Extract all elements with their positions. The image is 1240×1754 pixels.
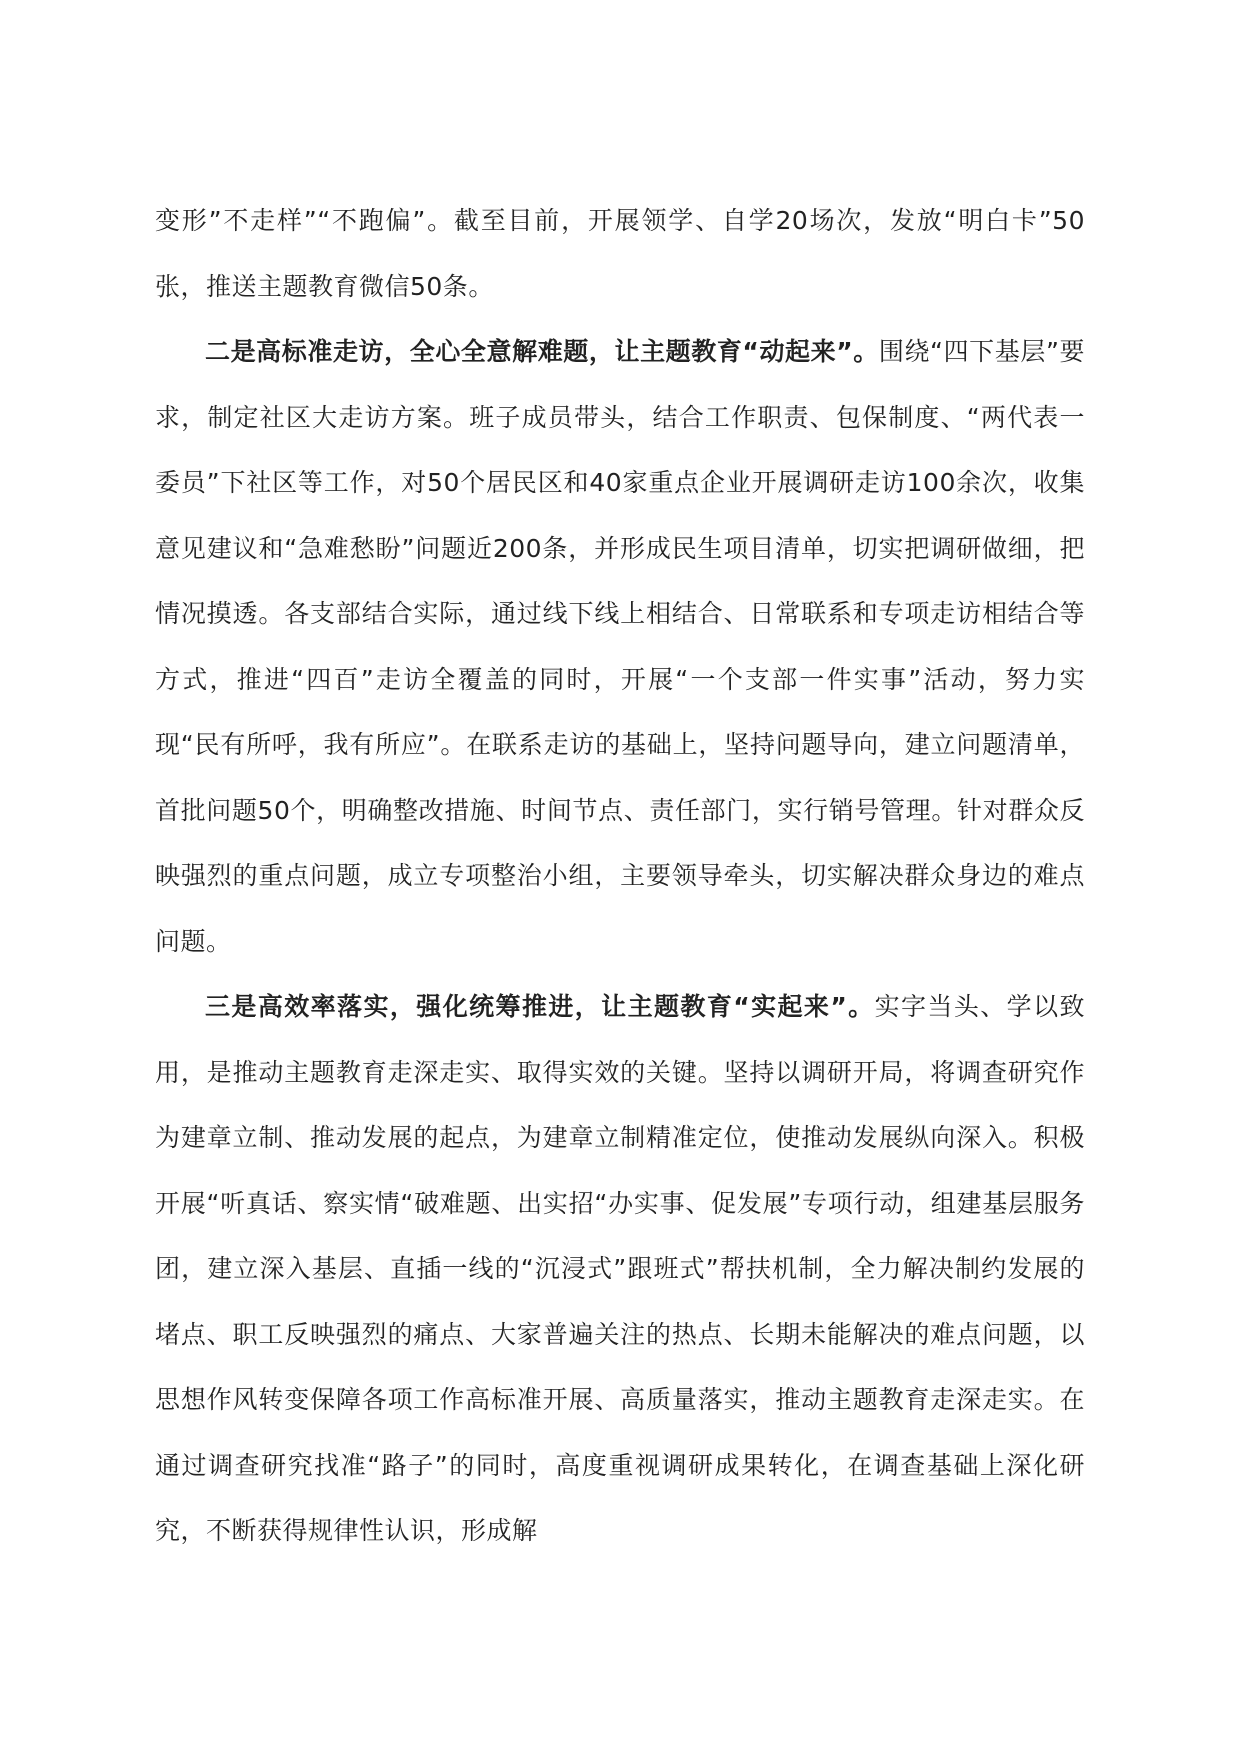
paragraph-3-text: 实字当头、学以致用，是推动主题教育走深走实、取得实效的关键。坚持以调研开局，将调查研究作为建章立制、推动发展的起点，为建章立制精准定位，使推动发展纵向深入。积极开展“听真话、察实情“破难题、出实招“办实事、促发展”专项行动，组建基层服务团，建立深入基层、直插一线的“沉浸式”跟班式”帮扶机制，全力解决制约发展的堵点、职工反映强烈的痛点、大家普遍关注的热点、长期未能解决的难点问题，以思想作风转变保障各项工作高标准开展、高质量落实，推动主题教育走深走实。在通过调查研究找准“路子”的同时，高度重视调研成果转化，在调查基础上深化研究，不断获得规律性认识，形成解 (155, 992, 1085, 1545)
paragraph-1 (155, 188, 1085, 319)
body-text (155, 188, 1085, 1564)
paragraph-2-text: 围绕“四下基层”要求，制定社区大走访方案。班子成员带头，结合工作职责、包保制度、“两代表一委员”下社区等工作，对50个居民区和40家重点企业开展调研走访100余次，收集意见建议和“急难愁盼”问题近200条，并形成民生项目清单，切实把调研做细，把情况摸透。各支部结合实际，通过线下线上相结合、日常联系和专项走访相结合等方式，推进“四百”走访全覆盖的同时，开展“一个支部一件实事”活动，努力实现“民有所呼，我有所应”。在联系走访的基础上，坚持问题导向，建立问题清单，首批问题50个，明确整改措施、时间节点、责任部门，实行销号管理。针对群众反映强烈的重点问题，成立专项整治小组，主要领导牵头，切实解决群众身边的难点问题。 (155, 337, 1085, 956)
paragraph-1-text: 变形”不走样”“不跑偏”。截至目前，开展领学、自学20场次，发放“明白卡”50张，推送主题教育微信50条。 (155, 206, 1085, 301)
paragraph-3-lead: 三是高效率落实，强化统筹推进，让主题教育“实起来”。 (205, 992, 875, 1021)
paragraph-2 (155, 319, 1085, 974)
paragraph-2-lead: 二是高标准走访，全心全意解难题，让主题教育“动起来”。 (205, 337, 879, 366)
paragraph-3 (155, 974, 1085, 1564)
